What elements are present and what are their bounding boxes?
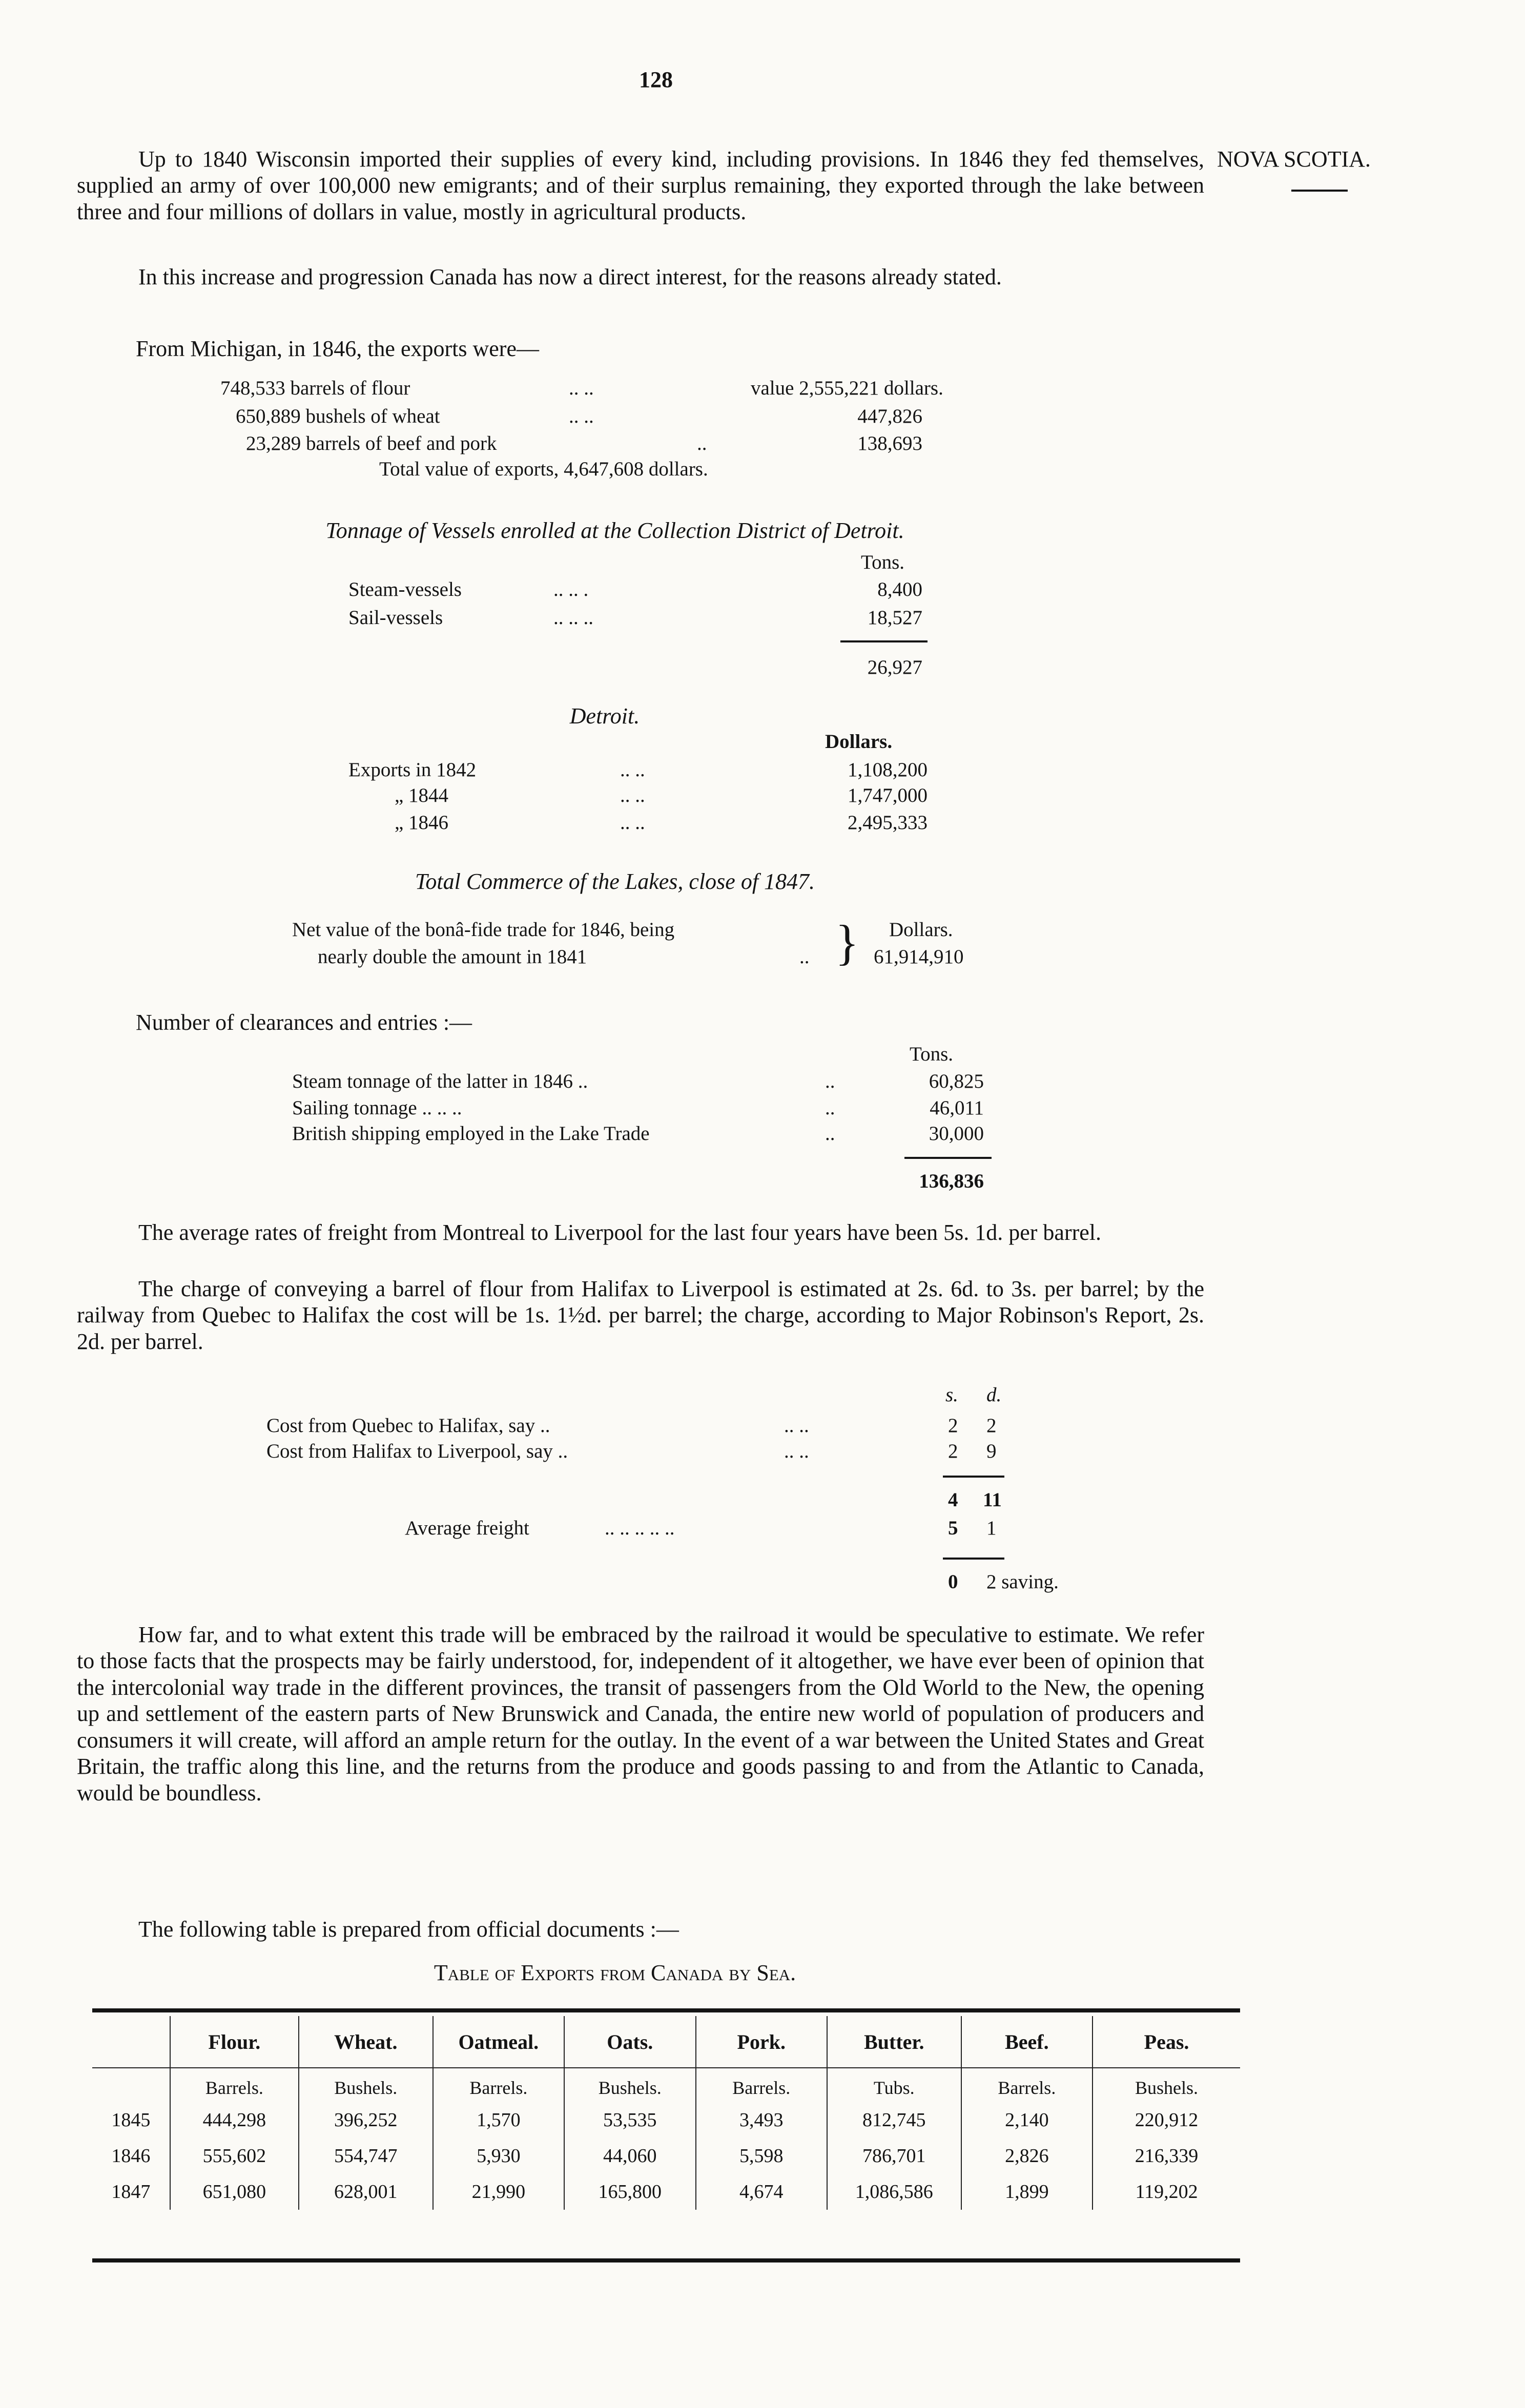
value-cell: 555,602 (170, 2138, 299, 2174)
detroit-row-dots: .. .. (620, 759, 645, 781)
value-cell: 4,674 (696, 2174, 827, 2210)
detroit-row-label: Exports in 1842 (348, 759, 477, 781)
value-cell: 2,826 (961, 2138, 1093, 2174)
costs-row-dots: .. .. (784, 1440, 809, 1462)
detroit-row-value: 1,108,200 (848, 759, 928, 781)
costs-saving-rule (943, 1558, 1004, 1560)
detroit-row-value: 1,747,000 (848, 784, 928, 806)
michigan-row-dots: .. (697, 432, 707, 454)
paragraph-following-table: The following table is prepared from official documents :— (138, 1917, 679, 1942)
paragraph-increase: In this increase and progression Canada has now a direct interest, for the reasons already stated. (138, 264, 1002, 289)
table-row (92, 2102, 1240, 2138)
costs-row-d: 2 (986, 1415, 997, 1437)
value-cell: 220,912 (1093, 2102, 1240, 2138)
average-freight-s: 5 (948, 1517, 958, 1539)
value-cell: 786,701 (827, 2138, 961, 2174)
costs-row-label: Cost from Halifax to Liverpool, say .. (266, 1440, 568, 1462)
michigan-total: Total value of exports, 4,647,608 dollars. (379, 458, 708, 480)
header-pork: Pork. (696, 2016, 827, 2068)
saving-d: 2 saving. (986, 1571, 1059, 1593)
table-row (92, 2174, 1240, 2210)
tonnage-row-value: 8,400 (877, 578, 922, 600)
michigan-row-dots: .. .. (569, 377, 594, 399)
lakes-value: 61,914,910 (874, 946, 964, 968)
value-cell: 1,899 (961, 2174, 1093, 2210)
value-cell: 119,202 (1093, 2174, 1240, 2210)
tonnage-row-label: Sail-vessels (348, 607, 443, 629)
michigan-row-value: 447,826 (857, 405, 922, 427)
lakes-line-2: nearly double the amount in 1841 (318, 946, 587, 968)
lakes-line-2-dots: .. (799, 946, 810, 968)
margin-heading: NOVA SCOTIA. (1217, 147, 1371, 172)
year-cell: 1847 (111, 2181, 151, 2203)
clearances-row-dots: .. (825, 1097, 835, 1119)
clearances-sum-rule (904, 1157, 992, 1159)
year-header-cell (92, 2016, 170, 2068)
clearances-row-value: 60,825 (929, 1070, 984, 1092)
page-number: 128 (639, 67, 673, 92)
unit-cell: Bushels. (564, 2068, 695, 2102)
header-flour: Flour. (170, 2016, 299, 2068)
lakes-line-1: Net value of the bonâ-fide trade for 1846, being (292, 919, 675, 941)
unit-cell: Barrels. (433, 2068, 564, 2102)
michigan-row-label: 748,533 barrels of flour (220, 377, 410, 399)
clearances-row-dots: .. (825, 1123, 835, 1145)
value-cell: 1,086,586 (827, 2174, 961, 2210)
clearances-row-label: Sailing tonnage .. .. .. (292, 1097, 462, 1119)
clearances-intro: Number of clearances and entries :— (136, 1010, 472, 1035)
unit-blank-cell (92, 2068, 170, 2102)
header-peas: Peas. (1093, 2016, 1240, 2068)
michigan-row-value: value 2,555,221 dollars. (751, 377, 943, 399)
header-oats: Oats. (564, 2016, 695, 2068)
year-cell: 1845 (111, 2109, 151, 2131)
margin-rule (1291, 190, 1348, 192)
michigan-row-value: 138,693 (857, 432, 922, 454)
costs-row-s: 2 (948, 1440, 958, 1462)
tonnage-title: Tonnage of Vessels enrolled at the Collection District of Detroit. (325, 518, 904, 543)
costs-row-d: 9 (986, 1440, 997, 1462)
value-cell: 651,080 (170, 2174, 299, 2210)
clearances-unit: Tons. (910, 1043, 954, 1065)
value-cell: 396,252 (299, 2102, 433, 2138)
average-freight-d: 1 (986, 1517, 997, 1539)
detroit-row-label: „ 1846 (395, 812, 449, 834)
value-cell: 53,535 (564, 2102, 695, 2138)
michigan-row-label: 650,889 bushels of wheat (236, 405, 440, 427)
value-cell: 2,140 (961, 2102, 1093, 2138)
header-oatmeal: Oatmeal. (433, 2016, 564, 2068)
lakes-title: Total Commerce of the Lakes, close of 1847. (415, 869, 815, 894)
export-table-bottom-rule (92, 2258, 1240, 2262)
year-cell: 1846 (111, 2145, 151, 2167)
export-table (92, 2016, 1240, 2210)
costs-col-shillings: s. (945, 1384, 958, 1406)
value-cell: 165,800 (564, 2174, 695, 2210)
lakes-unit: Dollars. (889, 919, 953, 941)
tonnage-total: 26,927 (867, 656, 922, 678)
tonnage-row-label: Steam-vessels (348, 578, 462, 600)
detroit-row-value: 2,495,333 (848, 812, 928, 834)
clearances-row-dots: .. (825, 1070, 835, 1092)
header-butter: Butter. (827, 2016, 961, 2068)
detroit-row-dots: .. .. (620, 812, 645, 834)
michigan-row-label: 23,289 barrels of beef and pork (246, 432, 497, 454)
value-cell: 21,990 (433, 2174, 564, 2210)
unit-cell: Bushels. (299, 2068, 433, 2102)
export-table-top-rule (92, 2008, 1240, 2012)
paragraph-wisconsin: Up to 1840 Wisconsin imported their supplies of every kind, including provisions. In 1846 they fed themselves, supplied an army of over 100,000 new emigrants; and of their surplus remaining, they exported through the lake between three and four millions of dollars in value, mostly in agricultural products. (77, 147, 1204, 224)
value-cell: 1,570 (433, 2102, 564, 2138)
header-wheat: Wheat. (299, 2016, 433, 2068)
clearances-row-value: 46,011 (930, 1097, 984, 1119)
value-cell: 44,060 (564, 2138, 695, 2174)
tonnage-row-dots: .. .. . (553, 578, 589, 600)
unit-cell: Barrels. (961, 2068, 1093, 2102)
header-beef: Beef. (961, 2016, 1093, 2068)
costs-sum-rule (943, 1476, 1004, 1478)
tonnage-row-dots: .. .. .. (553, 607, 593, 629)
clearances-total: 136,836 (919, 1170, 984, 1192)
unit-cell: Barrels. (696, 2068, 827, 2102)
unit-cell: Tubs. (827, 2068, 961, 2102)
detroit-title: Detroit. (569, 703, 640, 729)
export-table-title: Table of Exports from Canada by Sea. (434, 1960, 796, 1985)
costs-col-pence: d. (986, 1384, 1002, 1406)
clearances-row-label: Steam tonnage of the latter in 1846 .. (292, 1070, 588, 1092)
costs-row-dots: .. .. (784, 1415, 809, 1437)
michigan-intro: From Michigan, in 1846, the exports were— (136, 336, 539, 361)
unit-cell: Barrels. (170, 2068, 299, 2102)
clearances-row-value: 30,000 (929, 1123, 984, 1145)
paragraph-railroad-trade: How far, and to what extent this trade will be embraced by the railroad it would be speculative to estimate. We refer to those facts that the prospects may be fairly understood, for, independent of it altogether, we have ever been of opinion that the intercolonial way trade in the different provinces, the transit of passengers from the Old World to the New, the opening up and settlement of the eastern parts of New Brunswick and Canada, the entire new world of population of producers and consumers it will create, will afford an ample return for the outlay. In the event of a war between the United States and Great Britain, the traffic along this line, and the returns from the produce and goods passing to and from the Atlantic to Canada, would be boundless. (77, 1622, 1204, 1805)
detroit-row-label: „ 1844 (395, 784, 449, 806)
detroit-row-dots: .. .. (620, 784, 645, 806)
lakes-brace: } (835, 915, 859, 970)
table-row (92, 2138, 1240, 2174)
costs-row-s: 2 (948, 1415, 958, 1437)
paragraph-conveying-charge: The charge of conveying a barrel of flour from Halifax to Liverpool is estimated at 2s. 6d. to 3s. per barrel; by the railway from Quebec to Halifax the cost will be 1s. 1½d. per barrel; the charge, according to Major Robinson's Report, 2s. 2d. per barrel. (77, 1276, 1204, 1354)
tonnage-unit: Tons. (861, 551, 905, 573)
detroit-unit: Dollars. (825, 731, 893, 753)
value-cell: 3,493 (696, 2102, 827, 2138)
costs-row-label: Cost from Quebec to Halifax, say .. (266, 1415, 550, 1437)
michigan-row-dots: .. .. (569, 405, 594, 427)
tonnage-row-value: 18,527 (867, 607, 922, 629)
clearances-row-label: British shipping employed in the Lake Trade (292, 1123, 650, 1145)
costs-sum-s: 4 (948, 1489, 958, 1511)
average-freight-dots: .. .. .. .. .. (605, 1517, 675, 1539)
tonnage-sum-rule (840, 640, 928, 642)
unit-cell: Bushels. (1093, 2068, 1240, 2102)
value-cell: 812,745 (827, 2102, 961, 2138)
paragraph-freight-rates: The average rates of freight from Montreal to Liverpool for the last four years have been 5s. 1d. per barrel. (138, 1220, 1102, 1245)
saving-s: 0 (948, 1571, 958, 1593)
average-freight-label: Average freight (405, 1517, 529, 1539)
value-cell: 554,747 (299, 2138, 433, 2174)
value-cell: 444,298 (170, 2102, 299, 2138)
costs-sum-d: 11 (983, 1489, 1002, 1511)
value-cell: 628,001 (299, 2174, 433, 2210)
value-cell: 5,598 (696, 2138, 827, 2174)
value-cell: 216,339 (1093, 2138, 1240, 2174)
value-cell: 5,930 (433, 2138, 564, 2174)
